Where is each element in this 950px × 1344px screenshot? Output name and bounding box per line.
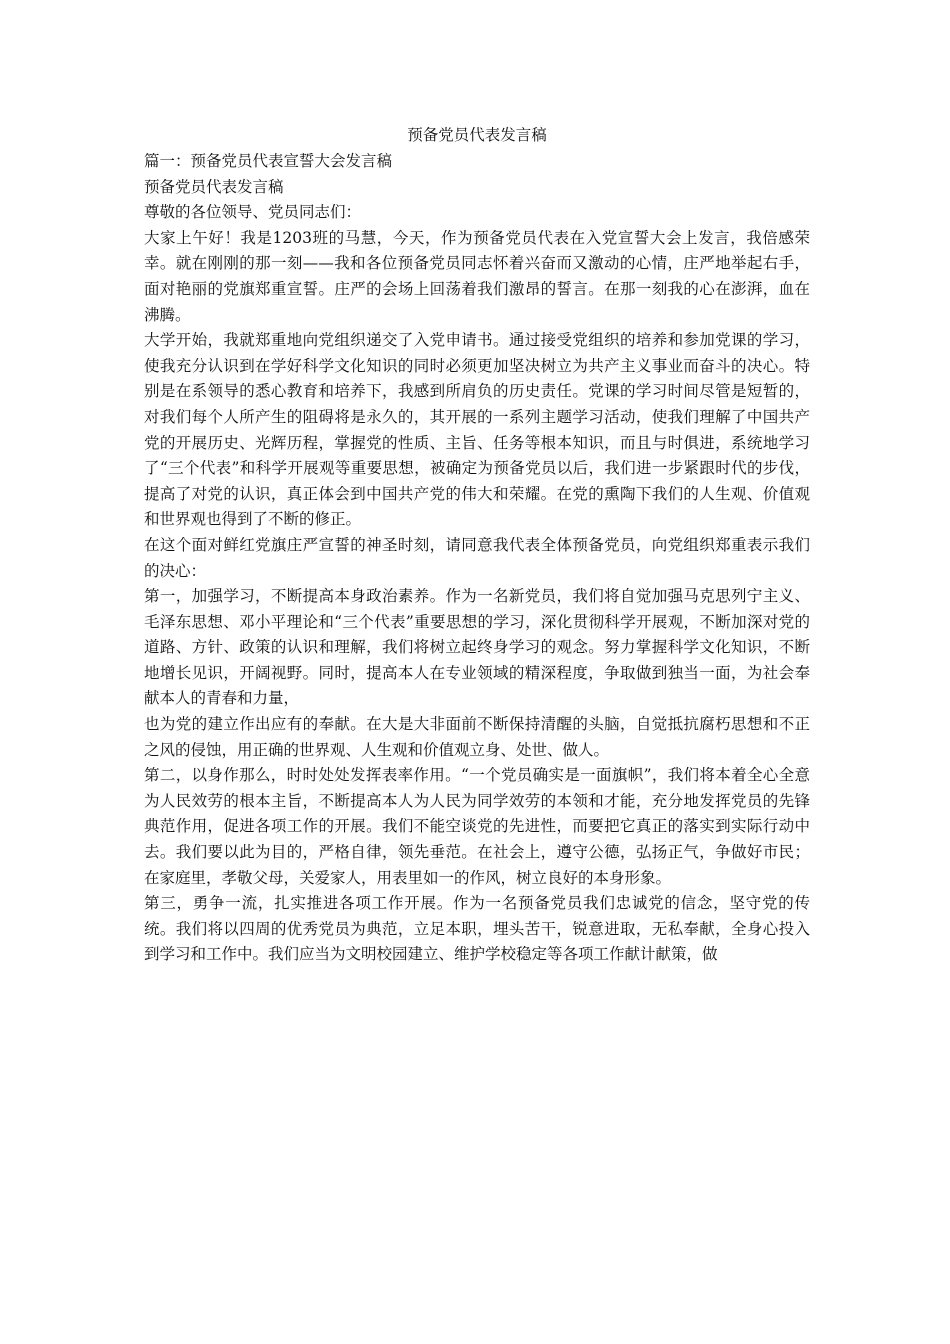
document-title: 预备党员代表发言稿	[407, 126, 547, 144]
paragraph-salutation: 尊敬的各位领导、党员同志们：	[144, 203, 362, 222]
document-body	[144, 122, 810, 968]
paragraph-section-heading: 篇一：预备党员代表宣誓大会发言稿	[144, 152, 393, 170]
paragraph-third-point: 第三，勇争一流，扎实推进各项工作开展。作为一名预备党员我们忠诚党的信念，坚守党的传统。我们将以四周的优秀党员为典范，立足本职，埋头苦干，锐意进取，无私奉献，全身心投入到学习和工作中。我们应当为文明校园建立、维护学校稳定等各项工作献计献策，做	[144, 894, 810, 964]
paragraph-second-point: 第二，以身作那么，时时处处发挥表率作用。“一个党员确实是一面旗帜”，我们将本着全心全意为人民效劳的根本主旨，不断提高本人为人民为同学效劳的本领和才能，充分地发挥党员的先锋典范作用，促进各项工作的开展。我们不能空谈党的先进性，而要把它真正的落实到实际行动中去。我们要以此为目的，严格自律，领先垂范。在社会上，遵守公德，弘扬正气，争做好市民；在家庭里，孝敬父母，关爱家人，用表里如一的作风，树立良好的本身形象。	[144, 766, 810, 887]
paragraph-first-point: 第一，加强学习，不断提高本身政治素养。作为一名新党员，我们将自觉加强马克思列宁主义、毛泽东思想、邓小平理论和“三个代表”重要思想的学习，深化贯彻科学开展观，不断加深对党的道路、方针、政策的认识和理解，我们将树立起终身学习的观念。努力掌握科学文化知识，不断地增长见识，开阔视野。同时，提高本人在专业领域的精深程度，争取做到独当一面，为社会奉献本人的青春和力量，	[144, 587, 810, 708]
paragraph-first-point-continued: 也为党的建立作出应有的奉献。在大是大非面前不断保持清醒的头脑，自觉抵抗腐朽思想和不正之风的侵蚀，用正确的世界观、人生观和价值观立身、处世、做人。	[144, 715, 810, 759]
paragraph-pledge-intro: 在这个面对鲜红党旗庄严宣誓的神圣时刻，请同意我代表全体预备党员，向党组织郑重表示我们的决心：	[144, 535, 810, 580]
paragraph-subtitle: 预备党员代表发言稿	[144, 177, 284, 196]
paragraph-university-start: 大学开始，我就郑重地向党组织递交了入党申请书。通过接受党组织的培养和参加党课的学习，使我充分认识到在学好科学文化知识的同时必须更加坚决树立为共产主义事业而奋斗的决心。特别是在系领导的悉心教育和培养下，我感到所肩负的历史责任。党课的学习时间尽管是短暂的，对我们每个人所产生的阻碍将是永久的，其开展的一系列主题学习活动，使我们理解了中国共产党的开展历史、光辉历程，掌握党的性质、主旨、任务等根本知识，而且与时俱进，系统地学习了“三个代表”和科学开展观等重要思想，被确定为预备党员以后，我们进一步紧跟时代的步伐，提高了对党的认识，真正体会到中国共产党的伟大和荣耀。在党的熏陶下我们的人生观、价值观和世界观也得到了不断的修正。	[144, 331, 810, 529]
paragraph-greeting: 大家上午好！我是1203班的马慧，今天，作为预备党员代表在入党宣誓大会上发言，我倍感荣幸。就在刚刚的那一刻——我和各位预备党员同志怀着兴奋而又激动的心情，庄严地举起右手，面对艳丽的党旗郑重宣誓。庄严的会场上回荡着我们激昂的誓言。在那一刻我的心在澎湃，血在沸腾。	[144, 228, 810, 324]
